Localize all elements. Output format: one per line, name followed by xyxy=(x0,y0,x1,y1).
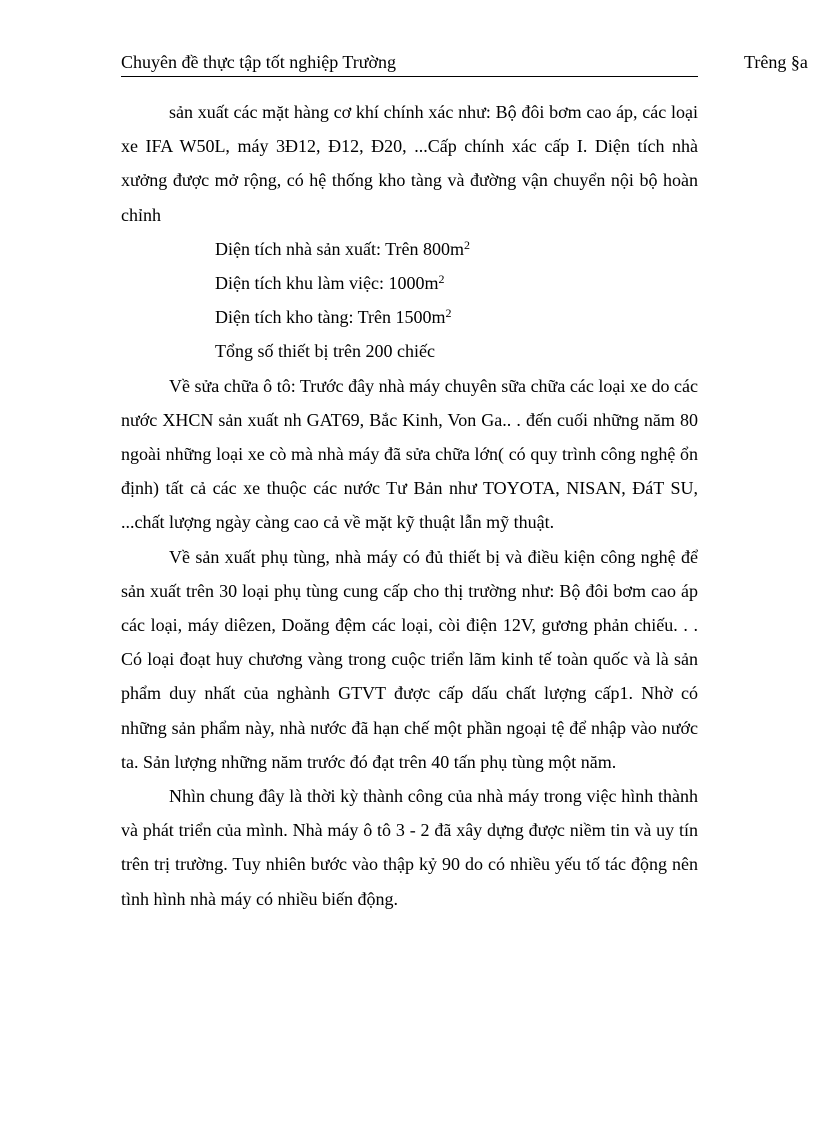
paragraph-spare-parts: Về sản xuất phụ tùng, nhà máy có đủ thiết bị và điều kiện công nghệ để sản xuất trên 30 loại phụ tùng cung cấp cho thị trường như: Bộ đôi bơm cao áp các loại, máy diêzen, Doăng đệm các loại, còi điện 12V, gương phản chiếu. . . Có loại đoạt huy chương vàng trong cuộc triển lãm kinh tế toàn quốc và là sản phẩm duy nhất của nghành GTVT được cấp dấu chất lượng cấp1. Nhờ có những sản phẩm này, nhà nước đã hạn chế một phần ngoại tệ để nhập vào nước ta. Sản lượng những năm trước đó đạt trên 40 tấn phụ tùng một năm. xyxy=(121,546,698,772)
paragraph-repair: Về sửa chữa ô tô: Trước đây nhà máy chuyên sữa chữa các loại xe do các nước XHCN sản xuất nh GAT69, Bắc Kinh, Von Ga.. . đến cuối những năm 80 ngoài những loại xe cò mà nhà máy đã sửa chữa lớn( có quy trình công nghệ ổn định) tất cả các xe thuộc các nước Tư Bản như TOYOTA, NISAN, ĐáT SU, ...chất lượng ngày càng cao cả về mặt kỹ thuật lẫn mỹ thuật. xyxy=(121,375,698,533)
document-body xyxy=(121,95,698,916)
area-item: Diện tích khu làm việc: $1000m^2$ xyxy=(215,272,445,294)
area-list xyxy=(121,232,698,369)
page-header-right: Trêng §a xyxy=(744,52,808,72)
paragraph-summary: Nhìn chung đây là thời kỳ thành công của nhà máy trong việc hình thành và phát triển của mình. Nhà máy ô tô 3 - 2 đã xây dựng được niềm tin và uy tín trên trị trường. Tuy nhiên bước vào thập kỷ 90 do có nhiều yếu tố tác động nên tình hình nhà máy có nhiều biến động. xyxy=(121,786,698,909)
area-item: Tổng số thiết bị trên 200 chiếc xyxy=(215,341,435,362)
page-header-title: Chuyên đề thực tập tốt nghiệp Trường xyxy=(121,52,397,72)
area-item: Diện tích nhà sản xuất: Trên $800m^2$ xyxy=(215,237,470,259)
area-item: Diện tích kho tàng: Trên $1500m^2$ xyxy=(215,306,452,328)
header-divider xyxy=(121,76,698,77)
paragraph-production: sản xuất các mặt hàng cơ khí chính xác như: Bộ đôi bơm cao áp, các loại xe IFA W50L, máy 3Đ12, Đ12, Đ20, ...Cấp chính xác cấp I. Diện tích nhà xưởng được mở rộng, có hệ thống kho tàng và đường vận chuyển nội bộ hoàn chỉnh xyxy=(121,102,698,225)
